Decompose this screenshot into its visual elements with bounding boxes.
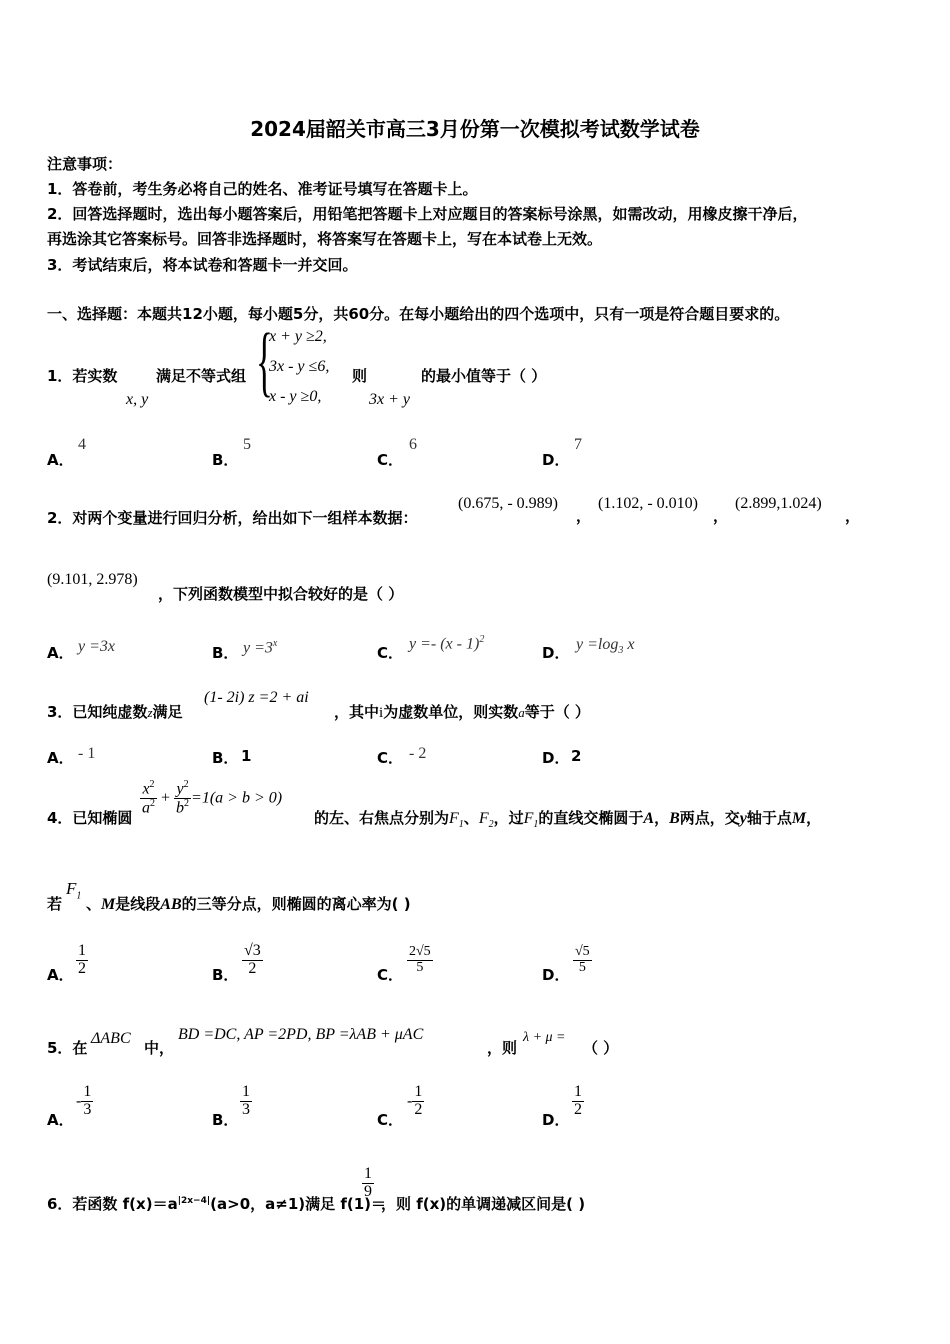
q2-sample-point: (1.102, - 0.010) <box>598 495 698 512</box>
q1-option-value: 5 <box>243 436 251 453</box>
q3-option-value: - 2 <box>409 745 427 762</box>
q1-option-label: B． <box>212 451 239 469</box>
section-heading: 一、选择题：本题共12小题，每小题5分，共60分。在每小题给出的四个选项中，只有一项是符合题目要求的。 <box>47 305 790 323</box>
fraction: $\frac{x^2}{a^2}$ <box>142 779 155 817</box>
q2-option-value: y =3x <box>78 638 115 655</box>
q3-stem: 3．已知纯虚数z满足 <box>47 703 183 721</box>
q4-option-value: $\frac{√5}{5}$ <box>575 944 590 975</box>
q4-option-label: C． <box>377 966 404 984</box>
q4-option-label: A． <box>47 966 74 984</box>
q5-triangle: ΔABC <box>91 1030 131 1047</box>
q4-option-value: $\frac{√3}{2}$ <box>244 942 261 977</box>
q1-expr: 3x + y <box>369 391 410 408</box>
q3-option-value: 1 <box>241 747 252 765</box>
q1-option-value: 4 <box>78 436 86 453</box>
q2-option-value: $y =\log_3$ x <box>576 636 635 657</box>
q5-option-value: $\frac{1}{2}$ <box>574 1083 582 1118</box>
q5-option-value: - $\frac{1}{2}$ <box>407 1083 423 1118</box>
page-title: 2024届韶关市高三3月份第一次模拟考试数学试卷 <box>250 117 700 141</box>
q5-stem-part: ，则 <box>487 1039 518 1057</box>
q2-separator: ， <box>845 507 861 525</box>
q4-option-value: $\frac{2√5}{5}$ <box>409 944 431 975</box>
q1-system-row: 3x - y ≤6, <box>269 358 330 375</box>
q1-option-label: C． <box>377 451 404 469</box>
q1-option-label: D． <box>542 451 570 469</box>
q4-option-label: D． <box>542 966 570 984</box>
q2-separator: ， <box>576 507 592 525</box>
fraction: $\frac{y^2}{b^2}$ <box>176 779 190 817</box>
q5-option-value: - $\frac{1}{3}$ <box>76 1083 92 1118</box>
q6-stem-part: ，则 f(x)的单调递减区间是( ) <box>381 1195 586 1213</box>
q5-stem-part: 5．在 <box>47 1039 88 1057</box>
q1-system-row: x - y ≥0, <box>269 388 322 405</box>
q4-ellipse-equation: $\frac{x^2}{a^2}$ + $\frac{y^2}{b^2}$ =1(a > b > 0) <box>142 779 283 817</box>
q3-option-value: 2 <box>571 747 582 765</box>
q5-sum: λ + μ = <box>523 1030 566 1045</box>
q1-system-brace: { <box>256 317 273 404</box>
q4-stem-part: 若 <box>47 895 63 913</box>
q2-option-label: A． <box>47 644 74 662</box>
q5-stem-part: 中， <box>144 1039 175 1057</box>
q5-condition: BD =DC, AP =2PD, BP =λAB + μAC <box>178 1026 424 1043</box>
q3-option-label: B． <box>212 749 239 767</box>
q1-stem-part: 1．若实数 <box>47 367 118 385</box>
q1-system-row: x + y ≥2, <box>269 328 327 345</box>
q2-option-value: $y =3^x$ <box>243 638 278 657</box>
q1-stem-part: 则 <box>352 367 368 385</box>
q4-focus-label: $F_1$ <box>66 879 82 902</box>
q3-option-label: D． <box>542 749 570 767</box>
notice-item: 1．答卷前，考生务必将自己的姓名、准考证号填写在答题卡上。 <box>47 180 478 198</box>
q2-option-label: B． <box>212 644 239 662</box>
q5-option-label: D． <box>542 1111 570 1129</box>
q2-separator: ， <box>713 507 729 525</box>
q1-stem-part: 的最小值等于（ ） <box>421 367 547 385</box>
q5-option-value: $\frac{1}{3}$ <box>242 1083 250 1118</box>
q3-option-value: - 1 <box>78 745 96 762</box>
q6-stem: 6．若函数 $f(x)=a^{|2x-4|}(a>0$，a≠1)满足 f(1)＝ <box>47 1195 387 1213</box>
q6-fraction: $\frac{1}{9}$ <box>364 1165 372 1200</box>
q1-option-value: 7 <box>574 436 582 453</box>
q5-stem-part: （ ） <box>583 1039 619 1057</box>
q3-option-label: C． <box>377 749 404 767</box>
q4-stem: 的左、右焦点分别为$F_1$、$F_2$，过$F_1$的直线交椭圆于A，B两点，交y轴于点M， <box>314 809 822 831</box>
q4-stem: 、M是线段AB的三等分点，则椭圆的离心率为( ) <box>86 895 411 913</box>
q4-stem-part: 4．已知椭圆 <box>47 809 133 827</box>
q2-sample-point: (2.899,1.024) <box>735 495 822 512</box>
q1-vars: x, y <box>126 391 149 408</box>
notice-item: 3．考试结束后，将本试卷和答题卡一并交回。 <box>47 256 358 274</box>
notice-heading: 注意事项： <box>47 155 123 173</box>
q2-option-label: C． <box>377 644 404 662</box>
notice-item: 2．回答选择题时，选出每小题答案后，用铅笔把答题卡上对应题目的答案标号涂黑，如需改动，用橡皮擦干净后， <box>47 205 808 223</box>
q1-option-label: A． <box>47 451 74 469</box>
q1-option-value: 6 <box>409 436 417 453</box>
q3-equation: (1- 2i) z =2 + ai <box>204 689 309 706</box>
q2-stem-part: 2．对两个变量进行回归分析，给出如下一组样本数据： <box>47 509 418 527</box>
q5-option-label: A． <box>47 1111 74 1129</box>
q2-option-value: y =- (x - 1)$^2$ <box>409 634 485 653</box>
q2-option-label: D． <box>542 644 570 662</box>
q5-option-label: B． <box>212 1111 239 1129</box>
q2-sample-point: (9.101, 2.978) <box>47 571 138 588</box>
q5-option-label: C． <box>377 1111 404 1129</box>
q2-stem-part: ，下列函数模型中拟合较好的是（ ） <box>158 585 404 603</box>
q4-option-label: B． <box>212 966 239 984</box>
q4-option-value: $\frac{1}{2}$ <box>78 942 86 977</box>
q2-sample-point: (0.675, - 0.989) <box>458 495 558 512</box>
q3-option-label: A． <box>47 749 74 767</box>
q3-stem: ，其中i为虚数单位，则实数a等于（ ） <box>334 703 590 721</box>
notice-item: 再选涂其它答案标号。回答非选择题时，将答案写在答题卡上，写在本试卷上无效。 <box>47 230 603 248</box>
q1-stem-part: 满足不等式组 <box>156 367 247 385</box>
